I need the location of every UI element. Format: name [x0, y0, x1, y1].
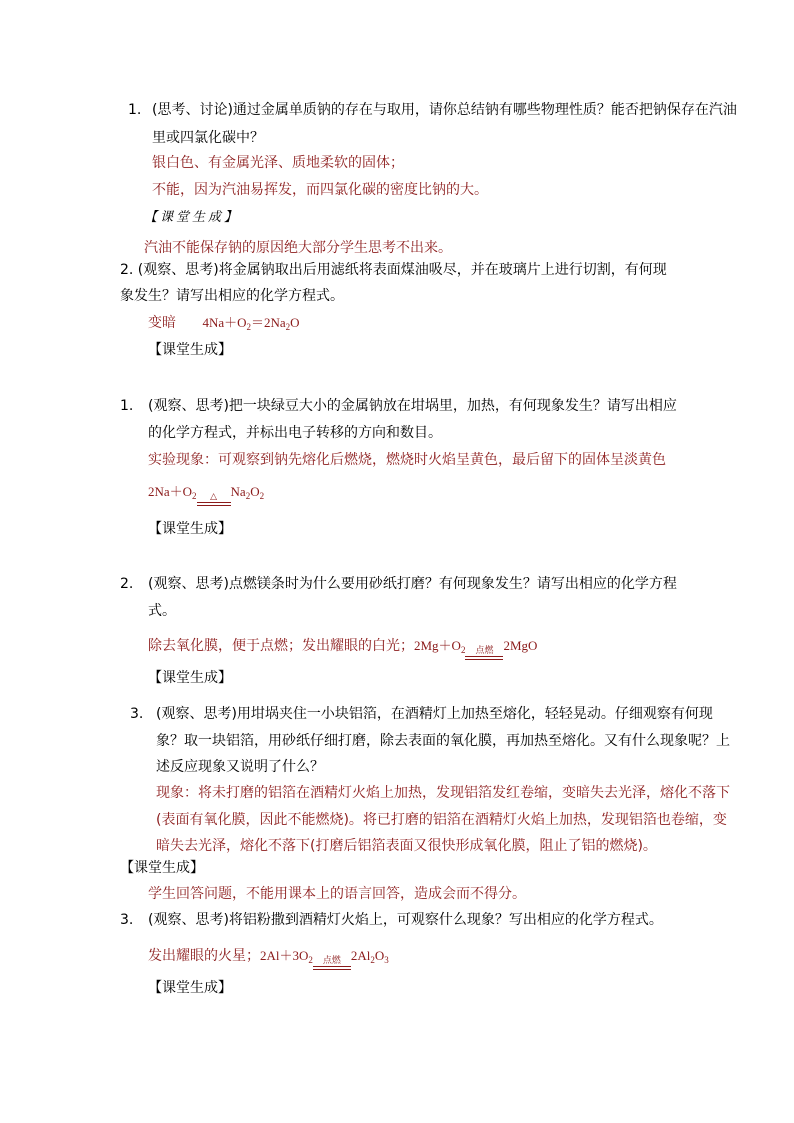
q4-answer: 除去氧化膜，便于点燃；发出耀眼的白光；$2Mg+O_2$ 点燃 2MgO [148, 636, 537, 660]
q2-equation: $4Na+O_2=2Na_2O$ [202, 315, 300, 332]
q2-answer-word: 变暗 [148, 315, 176, 331]
q6-answer: 发出耀眼的火星；$2Al+3O_2$ 点燃 $2Al_2O_3$ [148, 946, 389, 970]
q6-class-generation-label: 【课堂生成】 [148, 980, 232, 996]
q5-note: 学生回答问题，不能用课本上的语言回答，造成会而不得分。 [148, 886, 526, 902]
q1-number: 1. [128, 102, 142, 118]
q5-answer-line2: (表面有氧化膜，因此不能燃烧)。将已打磨的铝箔在酒精灯火焰上加热，发现铝箔也卷缩，变 [156, 812, 727, 828]
q5-question-line2: 象？取一块铝箔，用砂纸仔细打磨，除去表面的氧化膜，再加热至熔化。又有什么现象呢？上 [156, 733, 730, 749]
q3-class-generation-label: 【课堂生成】 [148, 521, 232, 537]
q4-question-line2: 式。 [148, 603, 176, 619]
q1-answer-line2: 不能，因为汽油易挥发，而四氯化碳的密度比钠的大。 [152, 182, 488, 198]
condition-ignite-label: 点燃 [465, 646, 503, 660]
q5-answer-line1: 现象：将未打磨的铝箔在酒精灯火焰上加热，发现铝箔发红卷缩，变暗失去光泽，熔化不落下 [156, 785, 730, 801]
q1-note: 汽油不能保存钠的原因绝大部分学生思考不出来。 [144, 240, 452, 256]
q1-question-line1: (思考、讨论)通过金属单质钠的存在与取用，请你总结钠有哪些物理性质？能否把钠保存在汽油 [152, 102, 737, 118]
q3-question-line2: 的化学方程式，并标出电子转移的方向和数目。 [148, 425, 442, 441]
q4-class-generation-label: 【课堂生成】 [148, 670, 232, 686]
q1-class-generation-label: 【课堂生成】 [144, 210, 241, 225]
q6-question-line1: (观察、思考)将铝粉撒到酒精灯火焰上，可观察什么现象？写出相应的化学方程式。 [148, 912, 663, 928]
q6-number: 3. [120, 912, 134, 928]
q3-question-line1: (观察、思考)把一块绿豆大小的金属钠放在坩埚里，加热，有何现象发生？请写出相应 [148, 398, 677, 414]
q3-number: 1. [120, 398, 134, 414]
q3-answer-line1: 实验现象：可观察到钠先熔化后燃烧，燃烧时火焰呈黄色，最后留下的固体呈淡黄色 [148, 452, 666, 468]
q5-class-generation-label: 【课堂生成】 [120, 860, 204, 876]
q1-answer-line1: 银白色、有金属光泽、质地柔软的固体； [152, 155, 404, 171]
q2-question-line1: 2. (观察、思考)将金属钠取出后用滤纸将表面煤油吸尽，并在玻璃片上进行切割，有何现 [120, 262, 667, 278]
q5-number: 3. [130, 706, 144, 722]
q4-number: 2. [120, 576, 134, 592]
q2-answer [148, 313, 300, 337]
q1-question-line2: 里或四氯化碳中？ [152, 130, 264, 146]
q5-answer-line3: 暗失去光泽，熔化不落下(打磨后铝箔表面又很快形成氧化膜，阻止了铝的燃烧)。 [156, 838, 657, 854]
condition-ignite-label: 点燃 [313, 956, 351, 970]
q5-question-line1: (观察、思考)用坩埚夹住一小块铝箔，在酒精灯上加热至熔化，轻轻晃动。仔细观察有何现 [156, 706, 713, 722]
q4-question-line1: (观察、思考)点燃镁条时为什么要用砂纸打磨？有何现象发生？请写出相应的化学方程 [148, 576, 677, 592]
q2-question-line2: 象发生？请写出相应的化学方程式。 [120, 288, 344, 304]
q5-question-line3: 述反应现象又说明了什么？ [156, 759, 324, 775]
condition-heat-icon: △ [197, 492, 231, 506]
q3-equation: $2Na+O_2$ △ $Na_2O_2$ [148, 482, 264, 506]
q2-class-generation-label: 【课堂生成】 [148, 342, 232, 358]
